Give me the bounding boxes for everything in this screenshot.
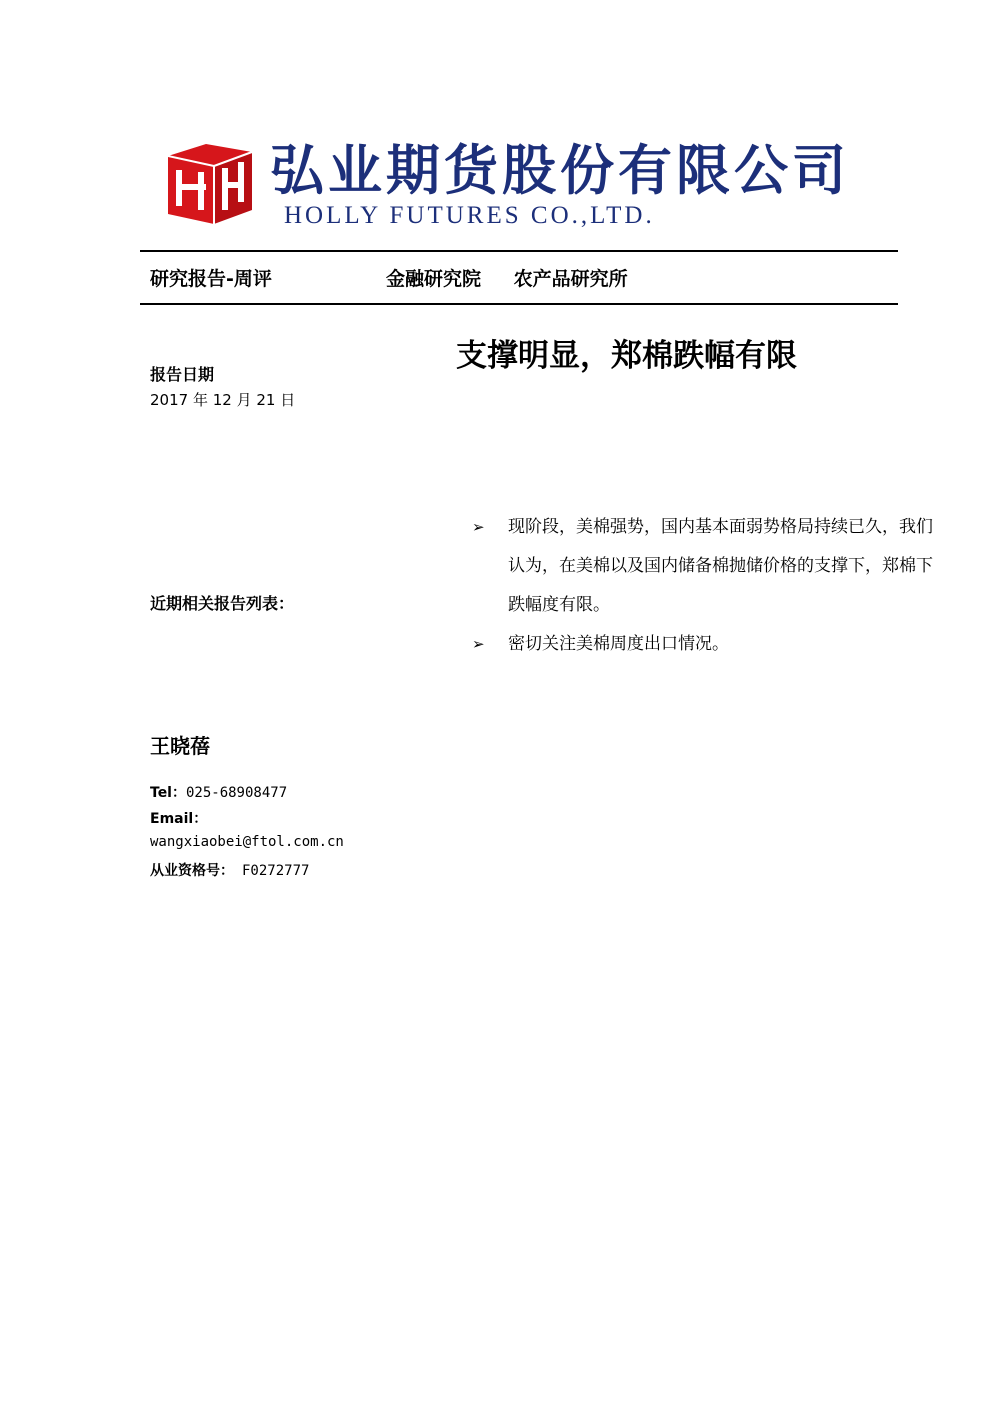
institutes — [386, 264, 628, 291]
key-points-list — [470, 508, 940, 664]
tel-label: Tel： — [150, 785, 186, 801]
author-email[interactable]: wangxiaobei@ftol.com.cn — [150, 834, 344, 850]
license-value: F0272777 — [242, 863, 310, 879]
report-date-label: 报告日期 — [150, 365, 215, 384]
key-point — [470, 625, 940, 664]
email-label: Email： — [150, 811, 208, 827]
key-point-text: 现阶段，美棉强势，国内基本面弱势格局持续已久，我们认为，在美棉以及国内储备棉抛储价格的支撑下，郑棉下跌幅度有限。 — [508, 517, 933, 615]
arrow-bullet-icon: ➢ — [472, 635, 485, 653]
key-point — [470, 508, 940, 625]
author-license — [150, 860, 309, 880]
company-logo-icon — [168, 142, 252, 224]
license-label: 从业资格号： — [150, 863, 234, 879]
tel-value: 025-68908477 — [185, 785, 288, 801]
institute-finance: 金融研究院 — [386, 268, 482, 290]
author-email-label-row — [150, 808, 207, 828]
company-name-en: HOLLY FUTURES CO.,LTD. — [284, 202, 655, 229]
author-name: 王晓蓓 — [150, 734, 210, 758]
company-name-cn: 弘业期货股份有限公司 — [270, 138, 850, 202]
report-type: 研究报告-周评 — [150, 268, 272, 290]
key-point-text: 密切关注美棉周度出口情况。 — [508, 634, 729, 654]
report-date-value: 2017 年 12 月 21 日 — [150, 391, 296, 409]
report-title: 支撑明显，郑棉跌幅有限 — [456, 338, 797, 374]
arrow-bullet-icon: ➢ — [472, 518, 485, 536]
header-top-rule — [140, 250, 898, 252]
header-bottom-rule — [140, 303, 898, 305]
author-tel — [150, 782, 287, 802]
institute-agriculture: 农产品研究所 — [513, 268, 628, 290]
related-reports-label: 近期相关报告列表： — [150, 594, 295, 613]
